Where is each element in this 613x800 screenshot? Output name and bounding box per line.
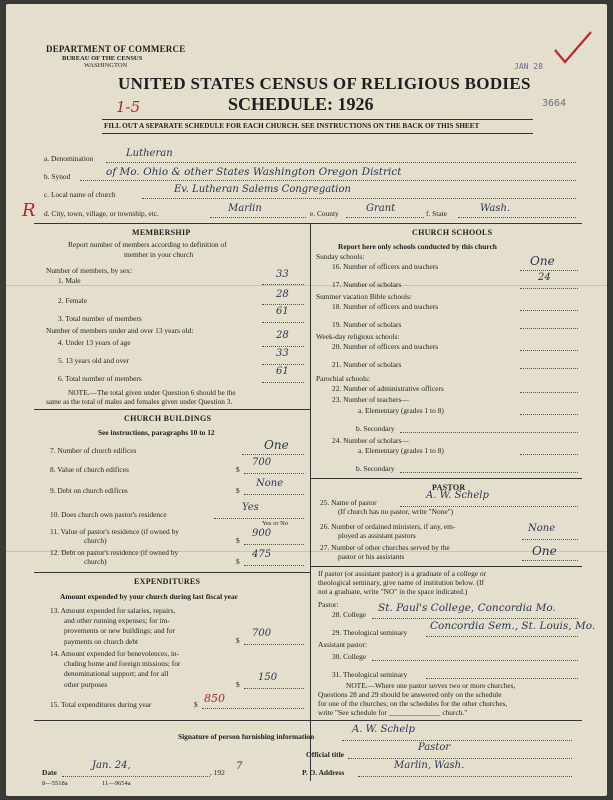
debt-residence-label: 12. Debt on pastor's residence (if owned by bbox=[50, 548, 179, 557]
form-title: UNITED STATES CENSUS OF RELIGIOUS BODIES bbox=[118, 74, 531, 93]
city: WASHINGTON bbox=[84, 62, 128, 69]
over-13-value[interactable]: 33 bbox=[276, 348, 289, 359]
age-label: Number of members under and over 13 years old: bbox=[46, 326, 194, 335]
college-label: 28. College bbox=[332, 610, 367, 619]
pastor-name-note: (If church has no pastor, write "None") bbox=[338, 507, 454, 516]
pastor-heading: PASTOR bbox=[432, 483, 466, 492]
other-churches-label: 27. Number of other churches served by the bbox=[320, 543, 450, 552]
department: DEPARTMENT OF COMMERCE bbox=[46, 44, 186, 54]
graduate-note-2: theological seminary, give name of institution below. (If bbox=[318, 578, 484, 587]
scholars-elementary-label: a. Elementary (grades 1 to 8) bbox=[358, 446, 444, 455]
pastor-note: NOTE.—Where one pastor serves two or more churches, Questions 28 and 29 should be answered only on the schedule for one of the churches; on the schedules for the other churches, write "See schedule for ______________ church." bbox=[318, 681, 516, 717]
owns-residence-value[interactable]: Yes bbox=[242, 502, 259, 513]
sunday-schools-label: Sunday schools: bbox=[316, 252, 365, 261]
value-residence-label: 11. Value of pastor's residence (if owned by bbox=[50, 527, 179, 536]
dollar-sign: $ bbox=[194, 700, 198, 709]
weekday-schools-label: Week-day religious schools: bbox=[316, 332, 400, 341]
teachers-label: 23. Number of teachers— bbox=[332, 395, 409, 404]
expenditures-intro: Amount expended by your church during last fiscal year bbox=[60, 592, 238, 601]
schedule-title: SCHEDULE: 1926 bbox=[228, 94, 374, 114]
male-label: 1. Male bbox=[58, 276, 81, 285]
summer-schools-label: Summer vacation Bible schools: bbox=[316, 292, 412, 301]
denomination-value[interactable]: Lutheran bbox=[126, 148, 173, 159]
state-value[interactable]: Wash. bbox=[480, 203, 511, 214]
dollar-sign: $ bbox=[236, 486, 240, 495]
value-edifices-value[interactable]: 700 bbox=[252, 457, 272, 468]
buildings-intro: See instructions, paragraphs 10 to 12 bbox=[98, 428, 215, 437]
denomination-label: a. Denomination bbox=[44, 154, 94, 163]
membership-intro: Report number of members according to definition of bbox=[68, 240, 227, 249]
weekday-officers-label: 20. Number of officers and teachers bbox=[332, 342, 439, 351]
dollar-sign: $ bbox=[236, 680, 240, 689]
value-residence-value[interactable]: 900 bbox=[252, 528, 272, 539]
form-number-stamp: 3664 bbox=[542, 98, 567, 109]
male-value[interactable]: 33 bbox=[276, 269, 289, 280]
over-13-label: 5. 13 years old and over bbox=[58, 356, 130, 365]
print-number: 11—9654a bbox=[102, 780, 131, 787]
bureau: BUREAU OF THE CENSUS bbox=[62, 55, 143, 62]
seminary-value[interactable]: Concordia Sem., St. Louis, Mo. bbox=[430, 620, 596, 632]
date-label: Date bbox=[42, 768, 57, 777]
signature-label: Signature of person furnishing information bbox=[178, 732, 315, 741]
schools-heading: CHURCH SCHOOLS bbox=[412, 228, 493, 237]
year-prefix: , 192 bbox=[210, 768, 225, 777]
membership-note: NOTE.—The total given under Question 6 should be the bbox=[68, 388, 236, 397]
received-stamp: JAN 28 bbox=[514, 62, 543, 71]
graduate-note: If pastor (or assistant pastor) is a graduate of a college or bbox=[318, 569, 487, 578]
teachers-secondary-label: b. Secondary bbox=[356, 424, 395, 433]
female-label: 2. Female bbox=[58, 296, 88, 305]
dollar-sign: $ bbox=[236, 636, 240, 645]
dollar-sign: $ bbox=[236, 557, 240, 566]
county-label: e. County bbox=[310, 209, 339, 218]
by-sex-label: Number of members, by sex: bbox=[46, 266, 132, 275]
city-value[interactable]: Marlin bbox=[228, 203, 262, 214]
address-label: P. O. Address bbox=[302, 768, 345, 777]
census-form bbox=[6, 4, 607, 796]
owns-residence-label: 10. Does church own pastor's residence bbox=[50, 510, 167, 519]
total-expenditures-label: 15. Total expenditures during year bbox=[50, 700, 152, 709]
assistant-pastors-label: 26. Number of ordained ministers, if any, em- bbox=[320, 522, 456, 531]
synod-label: b. Synod bbox=[44, 172, 71, 181]
graduate-note-3: not a graduate, write "NO" in the space indicated.) bbox=[318, 587, 468, 596]
assistant-pastors-label-2: ployed as assistant pastors bbox=[338, 531, 416, 540]
yes-no-hint: Yes or No bbox=[262, 520, 289, 527]
red-mark: 1-5 bbox=[116, 98, 141, 116]
scholars-label: 24. Number of scholars— bbox=[332, 436, 409, 445]
assistant-pastor-label: Assistant pastor: bbox=[318, 640, 368, 649]
county-value[interactable]: Grant bbox=[366, 203, 396, 214]
signature-value[interactable]: A. W. Schelp bbox=[352, 724, 415, 735]
under-13-label: 4. Under 13 years of age bbox=[58, 338, 131, 347]
total-members-label: 3. Total number of members bbox=[58, 314, 142, 323]
weekday-scholars-label: 21. Number of scholars bbox=[332, 360, 402, 369]
under-13-value[interactable]: 28 bbox=[276, 330, 289, 341]
benevolences-value[interactable]: 150 bbox=[258, 672, 278, 683]
r-mark: R bbox=[22, 200, 36, 221]
check-mark-icon bbox=[551, 28, 595, 68]
other-churches-label-2: pastor or his assistants bbox=[338, 552, 405, 561]
salaries-value[interactable]: 700 bbox=[252, 628, 272, 639]
debt-edifices-label: 9. Debt on church edifices bbox=[50, 486, 128, 495]
membership-heading: MEMBERSHIP bbox=[132, 228, 191, 237]
seminary-label: 29. Theological seminary bbox=[332, 628, 408, 637]
address-value[interactable]: Marlin, Wash. bbox=[394, 760, 465, 771]
local-name-label: c. Local name of church bbox=[44, 190, 116, 199]
female-value[interactable]: 28 bbox=[276, 289, 289, 300]
official-title-value[interactable]: Pastor bbox=[418, 742, 451, 753]
form-number: 8—5518a bbox=[42, 780, 68, 787]
value-edifices-label: 8. Value of church edifices bbox=[50, 465, 129, 474]
scholars-secondary-label: b. Secondary bbox=[356, 464, 395, 473]
benevolences-label: 14. Amount expended for benevolences, in- cluding home and foreign missions; for denominational support; and for all other purposes bbox=[50, 649, 181, 689]
parochial-schools-label: Parochial schools: bbox=[316, 374, 370, 383]
city-label: d. City, town, village, or township, etc. bbox=[44, 209, 159, 218]
instruction-line: FILL OUT A SEPARATE SCHEDULE FOR EACH CHURCH. SEE INSTRUCTIONS ON THE BACK OF THIS SHEET bbox=[104, 122, 480, 130]
value-residence-label-2: church) bbox=[84, 536, 107, 545]
assistant-seminary-label: 31. Theological seminary bbox=[332, 670, 408, 679]
synod-value[interactable]: of Mo. Ohio & other States Washington Oregon District bbox=[106, 166, 402, 178]
church-edifices-value[interactable]: One bbox=[264, 438, 289, 452]
date-value[interactable]: Jan. 24, bbox=[92, 760, 131, 771]
membership-note-2: same as the total of males and females given under Question 3. bbox=[46, 397, 233, 406]
expenditures-heading: EXPENDITURES bbox=[134, 577, 201, 586]
college-value[interactable]: St. Paul's College, Concordia Mo. bbox=[378, 602, 556, 614]
total-members-age-label: 6. Total number of members bbox=[58, 374, 142, 383]
state-label: f. State bbox=[426, 209, 447, 218]
schools-intro: Report here only schools conducted by this church bbox=[338, 242, 497, 251]
dollar-sign: $ bbox=[236, 465, 240, 474]
church-edifices-label: 7. Number of church edifices bbox=[50, 446, 137, 455]
admin-officers-label: 22. Number of administrative officers bbox=[332, 384, 444, 393]
sunday-officers-value[interactable]: One bbox=[530, 254, 555, 268]
pastor-name-value[interactable]: A. W. Schelp bbox=[426, 490, 489, 501]
membership-intro-2: member in your church bbox=[124, 250, 194, 259]
total-members-age-value[interactable]: 61 bbox=[276, 366, 289, 377]
total-members-value[interactable]: 61 bbox=[276, 306, 289, 317]
dollar-sign: $ bbox=[236, 536, 240, 545]
pastor-name-label: 25. Name of pastor bbox=[320, 498, 377, 507]
summer-scholars-label: 19. Number of scholars bbox=[332, 320, 402, 329]
sunday-officers-label: 16. Number of officers and teachers bbox=[332, 262, 439, 271]
other-churches-value[interactable]: One bbox=[532, 544, 557, 558]
sunday-scholars-label: 17. Number of scholars bbox=[332, 280, 402, 289]
buildings-heading: CHURCH BUILDINGS bbox=[124, 414, 212, 423]
debt-edifices-value[interactable]: None bbox=[256, 478, 284, 489]
sunday-scholars-value[interactable]: 24 bbox=[538, 272, 551, 283]
official-title-label: Official title bbox=[306, 750, 344, 759]
fold-line bbox=[6, 285, 607, 286]
local-name-value[interactable]: Ev. Lutheran Salems Congregation bbox=[174, 184, 351, 195]
assistant-college-label: 30. College bbox=[332, 652, 367, 661]
total-expenditures-value[interactable]: 850 bbox=[204, 692, 225, 705]
teachers-elementary-label: a. Elementary (grades 1 to 8) bbox=[358, 406, 444, 415]
pastor-section-label: Pastor: bbox=[318, 600, 339, 609]
debt-residence-value[interactable]: 475 bbox=[252, 549, 272, 560]
year-value[interactable]: 7 bbox=[236, 761, 243, 772]
salaries-label: 13. Amount expended for salaries, repairs, and other running expenses; for im- provements or new buildings; and for payments on church debt bbox=[50, 606, 176, 646]
summer-officers-label: 18. Number of officers and teachers bbox=[332, 302, 439, 311]
debt-residence-label-2: church) bbox=[84, 557, 107, 566]
assistant-pastors-value[interactable]: None bbox=[528, 523, 556, 534]
